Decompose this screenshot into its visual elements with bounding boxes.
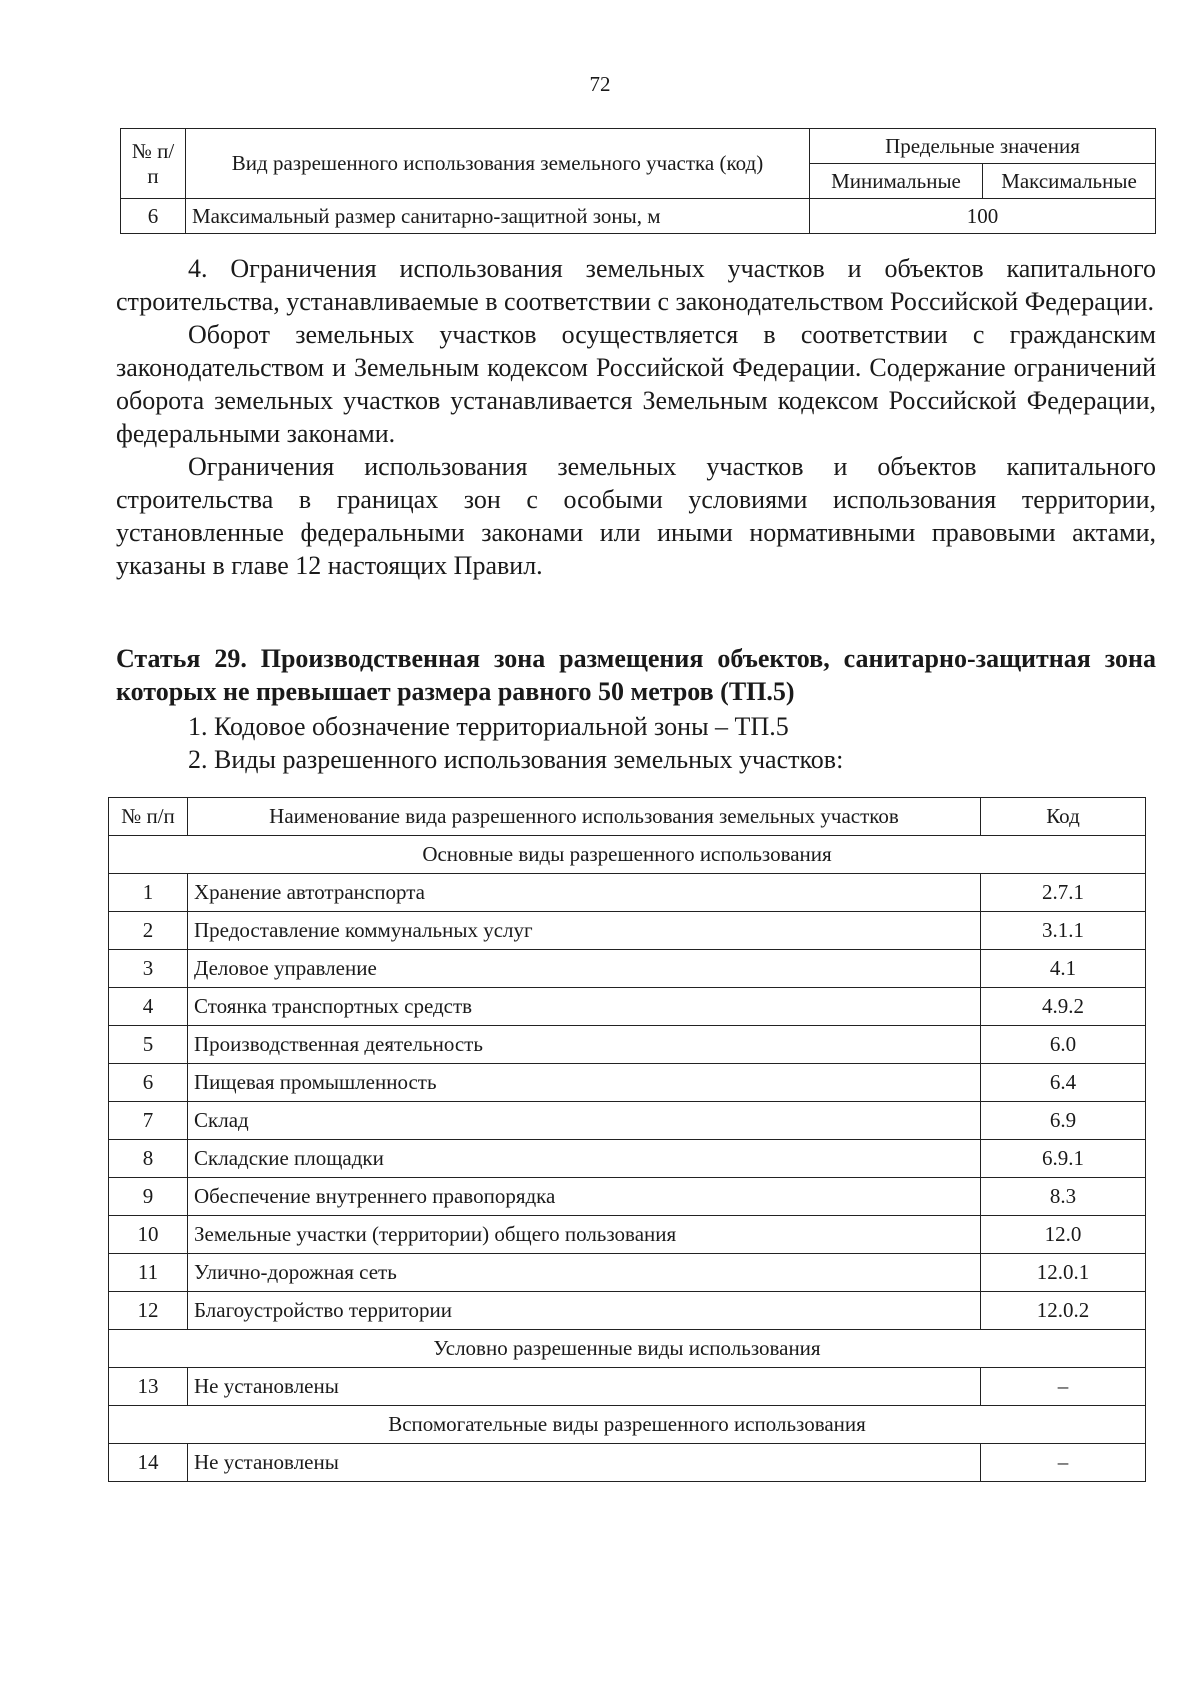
row-name: Обеспечение внутреннего правопорядка [188, 1178, 981, 1216]
row-code: 6.4 [981, 1064, 1146, 1102]
row-num: 4 [109, 988, 188, 1026]
row-name: Складские площадки [188, 1140, 981, 1178]
row-num: 14 [109, 1444, 188, 1482]
table-row [109, 1254, 1146, 1292]
row-code: 6.0 [981, 1026, 1146, 1064]
body-text [116, 252, 1156, 582]
row-value: 100 [810, 199, 1156, 234]
list-item: 2. Виды разрешенного использования земельных участков: [188, 745, 844, 774]
row-num: 5 [109, 1026, 188, 1064]
row-name: Хранение автотранспорта [188, 874, 981, 912]
row-code: 3.1.1 [981, 912, 1146, 950]
row-num: 13 [109, 1368, 188, 1406]
table-row [121, 199, 1156, 234]
row-name: Предоставление коммунальных услуг [188, 912, 981, 950]
row-name: Земельные участки (территории) общего пользования [188, 1216, 981, 1254]
row-code: 2.7.1 [981, 874, 1146, 912]
header-type: Вид разрешенного использования земельного участка (код) [186, 129, 810, 199]
uses-table [108, 797, 1146, 1482]
list-item: 1. Кодовое обозначение территориальной зоны – ТП.5 [188, 712, 789, 741]
page-number: 72 [589, 72, 611, 96]
row-num: 3 [109, 950, 188, 988]
table-row [109, 912, 1146, 950]
table-row [109, 1064, 1146, 1102]
table-row [109, 1292, 1146, 1330]
table-row [109, 1140, 1146, 1178]
section-auxiliary: Вспомогательные виды разрешенного использования [109, 1406, 1146, 1444]
row-code: 12.0 [981, 1216, 1146, 1254]
row-name: Не установлены [188, 1444, 981, 1482]
header-limits: Предельные значения [810, 129, 1156, 164]
row-name: Стоянка транспортных средств [188, 988, 981, 1026]
row-num: 2 [109, 912, 188, 950]
row-name: Склад [188, 1102, 981, 1140]
row-num: 1 [109, 874, 188, 912]
row-name: Пищевая промышленность [188, 1064, 981, 1102]
header-num: № п/п [109, 798, 188, 836]
row-name: Производственная деятельность [188, 1026, 981, 1064]
row-code: 12.0.1 [981, 1254, 1146, 1292]
header-max: Максимальные [983, 164, 1156, 199]
table-row [109, 950, 1146, 988]
paragraph: Ограничения использования земельных участков и объектов капитального строительства в границах зон с особыми условиями использования территории, установленные федеральными законами или иными нормативными правовыми актами, указаны в главе 12 настоящих Правил. [116, 452, 1156, 580]
header-num: № п/п [121, 129, 186, 199]
row-num: 10 [109, 1216, 188, 1254]
numbered-list [188, 710, 843, 776]
header-min: Минимальные [810, 164, 983, 199]
row-name: Благоустройство территории [188, 1292, 981, 1330]
row-num: 12 [109, 1292, 188, 1330]
article-title: Статья 29. Производственная зона размещения объектов, санитарно-защитная зона которых не превышает размера равного 50 метров (ТП.5) [116, 644, 1156, 706]
limits-table [120, 128, 1156, 234]
row-code: 4.1 [981, 950, 1146, 988]
paragraph: Оборот земельных участков осуществляется в соответствии с гражданским законодательством и Земельным кодексом Российской Федерации. Содержание ограничений оборота земельных участков устанавливается Земельным кодексом Российской Федерации, федеральными законами. [116, 320, 1156, 448]
row-num: 6 [121, 199, 186, 234]
row-code: – [981, 1368, 1146, 1406]
row-num: 7 [109, 1102, 188, 1140]
table-row [109, 1178, 1146, 1216]
row-num: 6 [109, 1064, 188, 1102]
table-row [109, 988, 1146, 1026]
table-row [109, 1102, 1146, 1140]
row-num: 11 [109, 1254, 188, 1292]
row-name: Максимальный размер санитарно-защитной зоны, м [186, 199, 810, 234]
row-name: Улично-дорожная сеть [188, 1254, 981, 1292]
section-conditional: Условно разрешенные виды использования [109, 1330, 1146, 1368]
header-code: Код [981, 798, 1146, 836]
row-name: Не установлены [188, 1368, 981, 1406]
row-code: 12.0.2 [981, 1292, 1146, 1330]
row-name: Деловое управление [188, 950, 981, 988]
row-code: 6.9.1 [981, 1140, 1146, 1178]
row-code: 8.3 [981, 1178, 1146, 1216]
table-row [109, 1444, 1146, 1482]
row-code: 6.9 [981, 1102, 1146, 1140]
section-main: Основные виды разрешенного использования [109, 836, 1146, 874]
row-code: – [981, 1444, 1146, 1482]
table-row [109, 1368, 1146, 1406]
header-name: Наименование вида разрешенного использования земельных участков [188, 798, 981, 836]
row-num: 8 [109, 1140, 188, 1178]
row-code: 4.9.2 [981, 988, 1146, 1026]
row-num: 9 [109, 1178, 188, 1216]
table-row [109, 874, 1146, 912]
table-row [109, 1216, 1146, 1254]
table-row [109, 1026, 1146, 1064]
paragraph: 4. Ограничения использования земельных участков и объектов капитального строительства, устанавливаемые в соответствии с законодательством Российской Федерации. [116, 254, 1156, 316]
